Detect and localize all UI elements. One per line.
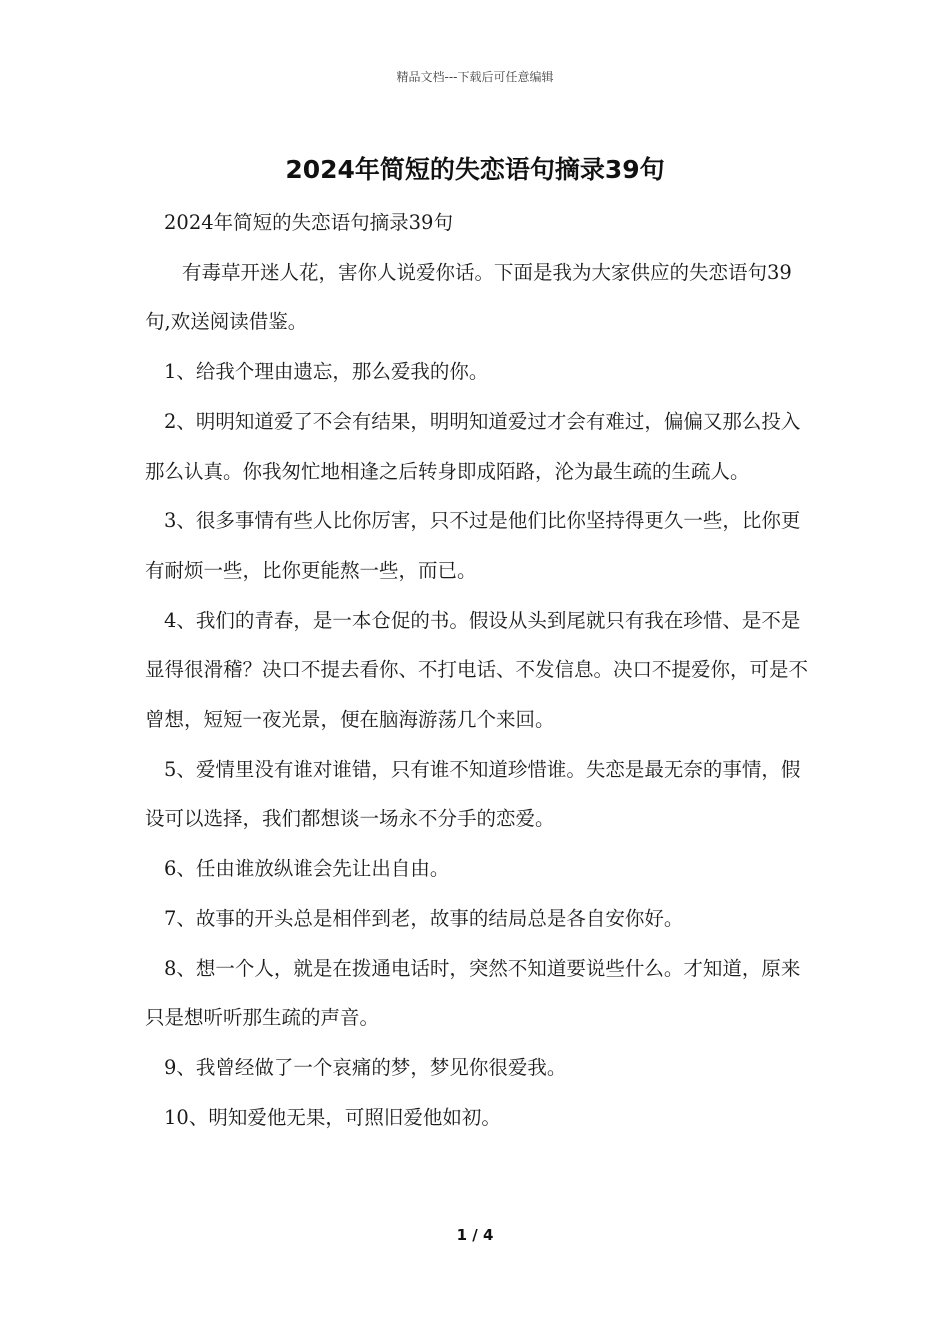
quote-item-6: 6、任由谁放纵谁会先让出自由。 bbox=[164, 857, 450, 881]
quote-item-10: 10、明知爱他无果，可照旧爱他如初。 bbox=[164, 1105, 501, 1129]
quote-item-9: 9、我曾经做了一个哀痛的梦，梦见你很爱我。 bbox=[164, 1055, 567, 1079]
quote-item-5: 5、爱情里没有谁对谁错，只有谁不知道珍惜谁。失恋是最无奈的事情，假设可以选择，我们都想谈一场永不分手的恋爱。 bbox=[145, 757, 801, 831]
quote-item-2: 2、明明知道爱了不会有结果，明明知道爱过才会有难过，偏偏又那么投入那么认真。你我匆忙地相逢之后转身即成陌路，沦为最生疏的生疏人。 bbox=[145, 409, 801, 483]
page-number: 1 / 4 bbox=[456, 1226, 494, 1244]
document-body bbox=[145, 198, 815, 1142]
subtitle-paragraph: 2024年简短的失恋语句摘录39句 bbox=[164, 211, 453, 234]
quote-item-7: 7、故事的开头总是相伴到老，故事的结局总是各自安你好。 bbox=[164, 906, 684, 930]
quote-item-8: 8、想一个人，就是在拨通电话时，突然不知道要说些什么。才知道，原来只是想听听那生疏的声音。 bbox=[145, 956, 801, 1030]
quote-item-4: 4、我们的青春，是一本仓促的书。假设从头到尾就只有我在珍惜、是不是显得很滑稽？决口不提去看你、不打电话、不发信息。决口不提爱你，可是不曾想，短短一夜光景，便在脑海游荡几个来回。 bbox=[145, 608, 809, 732]
intro-paragraph: 有毒草开迷人花，害你人说爱你话。下面是我为大家供应的失恋语句39句,欢送阅读借鉴。 bbox=[145, 260, 792, 334]
quote-item-1: 1、给我个理由遗忘，那么爱我的你。 bbox=[164, 360, 489, 384]
document-title: 2024年简短的失恋语句摘录39句 bbox=[285, 155, 665, 184]
quote-item-3: 3、很多事情有些人比你厉害，只不过是他们比你坚持得更久一些，比你更有耐烦一些，比你更能熬一些，而已。 bbox=[145, 509, 801, 582]
page-header-note: 精品文档---下载后可任意编辑 bbox=[396, 70, 554, 84]
